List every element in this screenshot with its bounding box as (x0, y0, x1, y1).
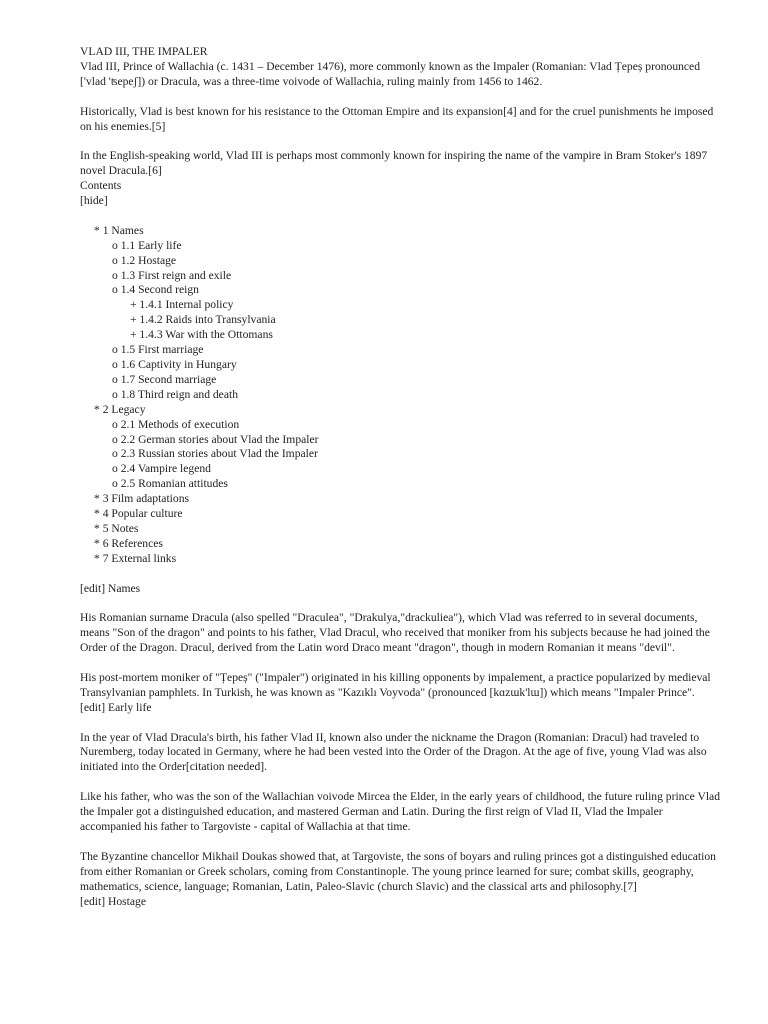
document-page (80, 45, 720, 909)
early-life-paragraph-3: The Byzantine chancellor Mikhail Doukas showed that, at Targoviste, the sons of boyars and ruling princes got a distinguished education from either Romanian or Greek scholars, coming from Constantinople. The young prince learned for sure; combat skills, geography, mathematics, science, language; Romanian, Latin, Paleo-Slavic (church Slavic) and the classical arts and philosophy.[7] (80, 849, 716, 893)
toc-item-legacy[interactable]: * 2 Legacy (94, 402, 146, 416)
article-title: VLAD III, THE IMPALER (80, 45, 208, 58)
toc-item-popular-culture[interactable]: * 4 Popular culture (94, 507, 183, 521)
toc-item-captivity[interactable]: o 1.6 Captivity in Hungary (112, 357, 237, 371)
toc-hide-link[interactable]: [hide] (80, 194, 108, 208)
early-life-paragraph-2: Like his father, who was the son of the Wallachian voivode Mircea the Elder, in the early years of childhood, the future ruling prince Vlad the Impaler got a distinguished education, and mastered German and Latin. During the first reign of Vlad II, Vlad the Impaler accompanied his father to Targoviste - capital of Wallachia at that time. (80, 790, 720, 833)
section-heading-names[interactable]: [edit] Names (80, 581, 141, 595)
table-of-contents (80, 224, 720, 567)
toc-item-russian-stories[interactable]: o 2.3 Russian stories about Vlad the Impaler (112, 447, 318, 461)
intro-paragraph-3: In the English-speaking world, Vlad III is perhaps most commonly known for inspiring the name of the vampire in Bram Stoker's 1897 novel Dracula.[6] (80, 149, 708, 178)
toc-item-references[interactable]: * 6 References (94, 536, 163, 550)
names-paragraph-1: His Romanian surname Dracula (also spelled "Draculea", "Drakulya,"drackuliea"), which Vlad was referred to in several documents, means "Son of the dragon" and points to his father, Vlad Dracul, who received that moniker from his subjects because he had joined the Order of the Dragon. Dracul, derived from the Latin word Draco meant "dragon", though in modern Romanian it means "devil". (80, 611, 710, 655)
intro-paragraph-1: Vlad III, Prince of Wallachia (c. 1431 – December 1476), more commonly known as the Impaler (Romanian: Vlad Țepeș pronounced ['vlad 'ʦepeʃ]) or Dracula, was a three-time voivode of Wallachia, ruling mainly from 1456 to 1462. (80, 59, 700, 88)
toc-item-early-life[interactable]: o 1.1 Early life (112, 238, 182, 252)
toc-item-romanian-attitudes[interactable]: o 2.5 Romanian attitudes (112, 477, 228, 491)
intro-paragraph-2: Historically, Vlad is best known for his resistance to the Ottoman Empire and its expansion[4] and for the cruel punishments he imposed on his enemies.[5] (80, 104, 714, 133)
toc-item-first-reign[interactable]: o 1.3 First reign and exile (112, 268, 232, 282)
section-heading-hostage[interactable]: [edit] Hostage (80, 894, 146, 908)
contents-label: Contents (80, 179, 122, 193)
toc-item-methods-execution[interactable]: o 2.1 Methods of execution (112, 417, 240, 431)
toc-item-war-ottomans[interactable]: + 1.4.3 War with the Ottomans (130, 328, 273, 342)
early-life-paragraph-1: In the year of Vlad Dracula's birth, his father Vlad II, known also under the nickname the Dragon (Romanian: Dracul) had traveled to Nuremberg, today located in Germany, where he had been vested into the Order of the Dragon. At the age of five, young Vlad was also initiated into the Order[citation needed]. (80, 730, 707, 774)
toc-item-notes[interactable]: * 5 Notes (94, 521, 139, 535)
toc-item-second-reign[interactable]: o 1.4 Second reign (112, 283, 199, 297)
toc-item-external-links[interactable]: * 7 External links (94, 551, 177, 565)
toc-item-third-reign[interactable]: o 1.8 Third reign and death (112, 387, 238, 401)
toc-item-second-marriage[interactable]: o 1.7 Second marriage (112, 372, 217, 386)
toc-item-vampire-legend[interactable]: o 2.4 Vampire legend (112, 462, 211, 476)
toc-item-raids[interactable]: + 1.4.2 Raids into Transylvania (130, 313, 276, 327)
toc-item-film-adaptations[interactable]: * 3 Film adaptations (94, 492, 189, 506)
section-heading-early-life[interactable]: [edit] Early life (80, 700, 152, 714)
toc-item-hostage[interactable]: o 1.2 Hostage (112, 253, 177, 267)
toc-item-internal-policy[interactable]: + 1.4.1 Internal policy (130, 298, 234, 312)
toc-item-names[interactable]: * 1 Names (94, 223, 144, 237)
names-paragraph-2: His post-mortem moniker of "Țepeș" ("Impaler") originated in his killing opponents by impalement, a practice popularized by medieval Transylvanian pamphlets. In Turkish, he was known as "Kazıklı Voyvoda" (pronounced [kɑzɯk'lɯ]) which means "Impaler Prince". (80, 670, 711, 699)
toc-item-first-marriage[interactable]: o 1.5 First marriage (112, 343, 204, 357)
toc-item-german-stories[interactable]: o 2.2 German stories about Vlad the Impaler (112, 432, 319, 446)
